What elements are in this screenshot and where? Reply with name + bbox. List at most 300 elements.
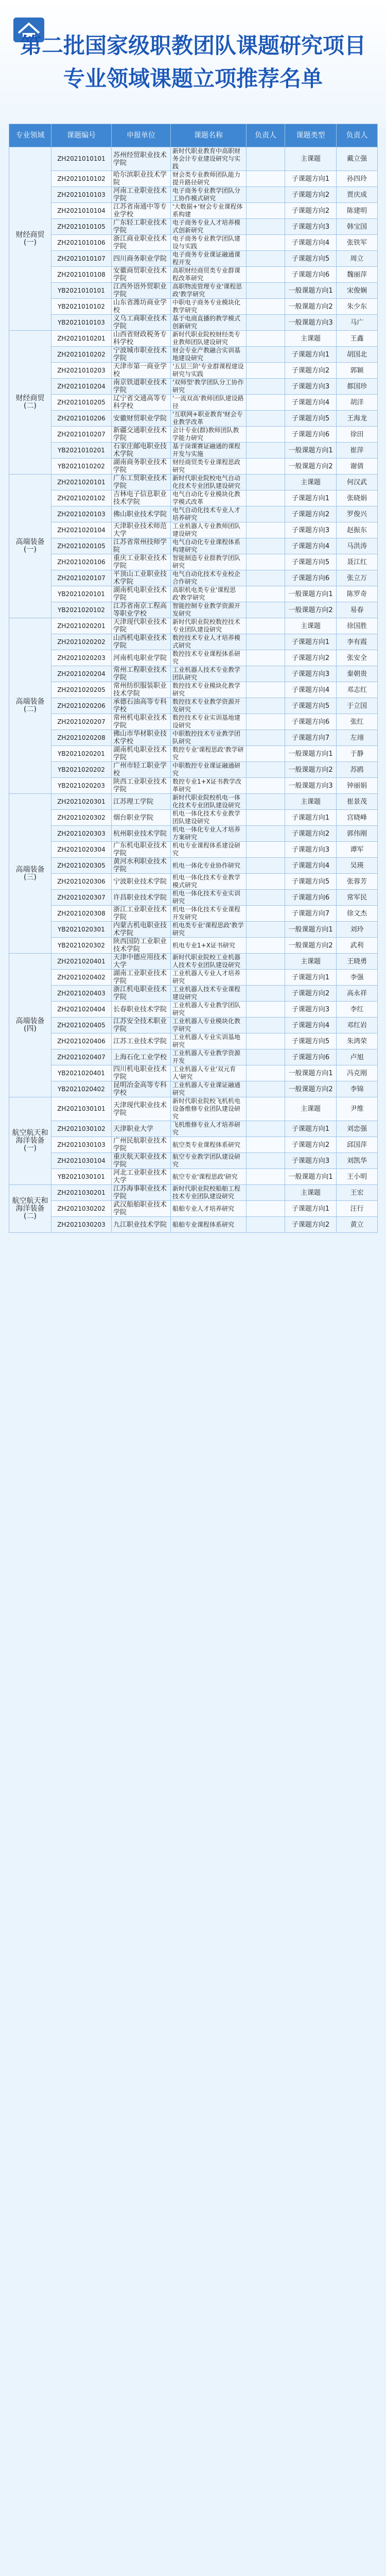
leader-cell	[247, 203, 285, 219]
leader-cell	[247, 459, 285, 474]
type-cell: 一般课题方向1	[285, 1065, 337, 1081]
topic-cell: 工业机器人专业模块化教学研究	[171, 1018, 247, 1033]
topic-cell: 工业机器人专业课证融通研究	[171, 1081, 247, 1097]
code-cell: ZH2021010107	[51, 251, 112, 267]
leader-cell	[247, 1065, 285, 1081]
owner-cell: 崔景茂	[337, 794, 378, 810]
topic-cell: 财会类专业教师团队能力提升路径研究	[171, 171, 247, 187]
owner-cell: 张蓉芳	[337, 874, 378, 890]
code-cell: ZH2021010101	[51, 147, 112, 171]
owner-cell: 黄立	[337, 1217, 378, 1233]
code-cell: ZH2021020301	[51, 794, 112, 810]
topic-cell: 数控技术专业模块化教学研究	[171, 682, 247, 698]
unit-cell: 江西外语外贸职业学院	[112, 283, 171, 299]
unit-cell: 重庆航天职业技术学院	[112, 1153, 171, 1169]
table-row	[9, 586, 378, 602]
topic-cell: 电子商务专业课证融通课程开发	[171, 251, 247, 267]
topic-cell: 电子商务专业教学团队分工协作模式研究	[171, 187, 247, 203]
type-cell: 子课题方向2	[285, 1217, 337, 1233]
code-cell: YB2021020201	[51, 746, 112, 762]
unit-cell: 天津中德应用技术大学	[112, 954, 171, 970]
unit-cell: 常州纺织服装职业技术学院	[112, 682, 171, 698]
table-row	[9, 1217, 378, 1233]
unit-cell: 广州市轻工职业学校	[112, 762, 171, 778]
code-cell: ZH2021020106	[51, 554, 112, 570]
topic-cell: 工业机器人专业教学资源开发	[171, 1049, 247, 1065]
table-row	[9, 810, 378, 826]
owner-cell: 于静	[337, 746, 378, 762]
owner-cell: 易春	[337, 602, 378, 618]
table-row	[9, 506, 378, 522]
owner-cell: 张立万	[337, 570, 378, 586]
unit-cell: 江苏省南京工程高等职业学校	[112, 602, 171, 618]
type-cell: 子课题方向7	[285, 730, 337, 746]
leader-cell	[247, 187, 285, 203]
code-cell: ZH2021020303	[51, 826, 112, 842]
table-row	[9, 203, 378, 219]
type-cell: 子课题方向3	[285, 219, 337, 235]
code-cell: ZH2021020203	[51, 650, 112, 666]
owner-cell: 武利	[337, 938, 378, 954]
unit-cell: 宁波城市职业技术学院	[112, 347, 171, 363]
owner-cell: 陈建明	[337, 203, 378, 219]
table-row	[9, 666, 378, 682]
table-row	[9, 714, 378, 730]
code-cell: YB2021010201	[51, 443, 112, 459]
code-cell: ZH2021020102	[51, 490, 112, 506]
table-row	[9, 474, 378, 490]
code-cell: ZH2021030103	[51, 1137, 112, 1153]
type-cell: 一般课题方向1	[285, 746, 337, 762]
table-row	[9, 379, 378, 395]
unit-cell: 新疆交通职业技术学院	[112, 427, 171, 443]
type-cell: 主课题	[285, 147, 337, 171]
owner-cell: 朱鸿荣	[337, 1033, 378, 1049]
topic-cell: 数控专业'课程思政'教学研究	[171, 746, 247, 762]
code-cell: YB2021020202	[51, 762, 112, 778]
owner-cell: 魏丽萍	[337, 267, 378, 283]
type-cell: 主课题	[285, 794, 337, 810]
code-cell: ZH2021020208	[51, 730, 112, 746]
owner-cell: 李强	[337, 970, 378, 986]
code-cell: YB2021010103	[51, 315, 112, 331]
column-header-code: 课题编号	[51, 124, 112, 147]
topic-cell: 智能控制专业教学资源开发研究	[171, 602, 247, 618]
topic-cell: 中职电子商务专业模块化教学研究	[171, 299, 247, 315]
topic-cell: 数控专业1+X证书教学改革研究	[171, 778, 247, 794]
type-cell: 子课题方向3	[285, 666, 337, 682]
table-row	[9, 842, 378, 858]
code-cell: YB2021030101	[51, 1169, 112, 1185]
leader-cell	[247, 331, 285, 347]
topic-cell: 会计专业(群)教师团队教学能力研究	[171, 427, 247, 443]
code-cell: ZH2021030102	[51, 1121, 112, 1137]
type-cell: 主课题	[285, 954, 337, 970]
table-row	[9, 1137, 378, 1153]
topic-cell: '互联网+职业教育'财会专业教学改革	[171, 411, 247, 427]
owner-cell: 谭军	[337, 842, 378, 858]
owner-cell: 陈罗奇	[337, 586, 378, 602]
type-cell: 主课题	[285, 1185, 337, 1201]
unit-cell: 江苏省南通中等专业学校	[112, 203, 171, 219]
table-row	[9, 1201, 378, 1217]
table-row	[9, 890, 378, 906]
owner-cell: 王晓勇	[337, 954, 378, 970]
unit-cell: 陕西国防工业职业技术学院	[112, 938, 171, 954]
leader-cell	[247, 1185, 285, 1201]
owner-cell: 郭颖	[337, 363, 378, 379]
owner-cell: 罗俊兴	[337, 506, 378, 522]
owner-cell: 冯克刚	[337, 1065, 378, 1081]
owner-cell: 刘忠强	[337, 1121, 378, 1137]
table-row	[9, 1018, 378, 1033]
table-row	[9, 1169, 378, 1185]
table-row	[9, 602, 378, 618]
owner-cell: 马洪涛	[337, 538, 378, 554]
leader-cell	[247, 315, 285, 331]
code-cell: YB2021010102	[51, 299, 112, 315]
unit-cell: 江苏省常州技师学院	[112, 538, 171, 554]
table-row	[9, 826, 378, 842]
page-subtitle: 专业领域课题立项推荐名单	[63, 66, 323, 91]
code-cell: ZH2021030202	[51, 1201, 112, 1217]
code-cell: ZH2021010103	[51, 187, 112, 203]
topic-cell: 工业机器人专业教学团队研究	[171, 1002, 247, 1018]
topic-cell: 新时代职业院校财经类专业教师团队建设研究	[171, 331, 247, 347]
type-cell: 子课题方向2	[285, 986, 337, 1002]
table-row	[9, 235, 378, 251]
owner-cell: 王宏	[337, 1185, 378, 1201]
leader-cell	[247, 1153, 285, 1169]
leader-cell	[247, 283, 285, 299]
unit-cell: 石家庄邮电职业技术学院	[112, 443, 171, 459]
table-row	[9, 954, 378, 970]
code-cell: YB2021020402	[51, 1081, 112, 1097]
recommendation-table	[9, 124, 378, 1233]
code-cell: ZH2021020402	[51, 970, 112, 986]
owner-cell: 王鑫	[337, 331, 378, 347]
leader-cell	[247, 522, 285, 538]
leader-cell	[247, 395, 285, 411]
type-cell: 子课题方向2	[285, 826, 337, 842]
code-cell: ZH2021020105	[51, 538, 112, 554]
table-row	[9, 906, 378, 922]
topic-cell: 机电一体化专业协作研究	[171, 858, 247, 874]
topic-cell: 高职机电类专业'课程思政'教学研究	[171, 586, 247, 602]
type-cell: 一般课题方向3	[285, 315, 337, 331]
column-header-type: 课题类型	[285, 124, 337, 147]
leader-cell	[247, 778, 285, 794]
type-cell: 子课题方向2	[285, 187, 337, 203]
topic-cell: 电子商务专业人才培养模式创新研究	[171, 219, 247, 235]
leader-cell	[247, 1169, 285, 1185]
table-row	[9, 762, 378, 778]
unit-cell: 河南机电职业学院	[112, 650, 171, 666]
leader-cell	[247, 1049, 285, 1065]
code-cell: YB2021020301	[51, 922, 112, 938]
table-row	[9, 315, 378, 331]
owner-cell: 徐田	[337, 427, 378, 443]
leader-cell	[247, 1002, 285, 1018]
owner-cell: 马广	[337, 315, 378, 331]
leader-cell	[247, 746, 285, 762]
unit-cell: 广东轻工职业技术学院	[112, 219, 171, 235]
owner-cell: 郭伟刚	[337, 826, 378, 842]
owner-cell: 徐国胜	[337, 618, 378, 634]
leader-cell	[247, 842, 285, 858]
topic-cell: 航空专业'课程思政'研究	[171, 1169, 247, 1185]
topic-cell: 工业机器人技术专业课程建设研究	[171, 986, 247, 1002]
table-row	[9, 650, 378, 666]
type-cell: 一般课题方向2	[285, 1081, 337, 1097]
leader-cell	[247, 1121, 285, 1137]
type-cell: 子课题方向3	[285, 842, 337, 858]
code-cell: ZH2021020107	[51, 570, 112, 586]
unit-cell: 河北工业职业技术大学	[112, 1169, 171, 1185]
topic-cell: 基于电商直播的教学模式创新研究	[171, 315, 247, 331]
owner-cell: 宋俊娴	[337, 283, 378, 299]
unit-cell: 内蒙古机电职业技术学院	[112, 922, 171, 938]
topic-cell: 工业机器人技术专业教学团队研究	[171, 666, 247, 682]
type-cell: 子课题方向1	[285, 634, 337, 650]
leader-cell	[247, 363, 285, 379]
table-row	[9, 682, 378, 698]
code-cell: ZH2021020403	[51, 986, 112, 1002]
table-row	[9, 347, 378, 363]
leader-cell	[247, 602, 285, 618]
owner-cell: 李有霞	[337, 634, 378, 650]
type-cell: 子课题方向7	[285, 906, 337, 922]
unit-cell: 佛山职业技术学院	[112, 506, 171, 522]
code-cell: ZH2021010207	[51, 427, 112, 443]
unit-cell: 重庆工业职业技术学院	[112, 554, 171, 570]
unit-cell: 承德石油高等专科学校	[112, 698, 171, 714]
unit-cell: 天津现代职业技术学院	[112, 618, 171, 634]
topic-cell: 船舶专业课程体系研究	[171, 1217, 247, 1233]
owner-cell: 卢旭	[337, 1049, 378, 1065]
leader-cell	[247, 411, 285, 427]
owner-cell: 朱少东	[337, 299, 378, 315]
type-cell: 一般课题方向2	[285, 602, 337, 618]
code-cell: YB2021020203	[51, 778, 112, 794]
table-row	[9, 1153, 378, 1169]
type-cell: 子课题方向2	[285, 1137, 337, 1153]
owner-cell: 邱国萍	[337, 1137, 378, 1153]
type-cell: 子课题方向1	[285, 490, 337, 506]
topic-cell: 数控技术专业课程体系研究	[171, 650, 247, 666]
unit-cell: 义乌工商职业技术学院	[112, 315, 171, 331]
unit-cell: 上海石化工业学校	[112, 1049, 171, 1065]
topic-cell: 机电专业1+X证书研究	[171, 938, 247, 954]
unit-cell: 湖南商务职业技术学院	[112, 459, 171, 474]
code-cell: ZH2021010203	[51, 363, 112, 379]
leader-cell	[247, 347, 285, 363]
leader-cell	[247, 299, 285, 315]
leader-cell	[247, 810, 285, 826]
type-cell: 子课题方向6	[285, 427, 337, 443]
unit-cell: 广东工贸职业技术学院	[112, 474, 171, 490]
code-cell: ZH2021010105	[51, 219, 112, 235]
code-cell: ZH2021010201	[51, 331, 112, 347]
owner-cell: 宫晓峰	[337, 810, 378, 826]
code-cell: ZH2021020306	[51, 874, 112, 890]
table-row	[9, 219, 378, 235]
owner-cell: 于立国	[337, 698, 378, 714]
code-cell: ZH2021020307	[51, 890, 112, 906]
type-cell: 主课题	[285, 331, 337, 347]
unit-cell: 四川机电职业技术学院	[112, 1065, 171, 1081]
leader-cell	[247, 1217, 285, 1233]
unit-cell: 浙江工业职业技术学院	[112, 906, 171, 922]
unit-cell: 常州机电职业技术学院	[112, 714, 171, 730]
leader-cell	[247, 554, 285, 570]
table-row	[9, 858, 378, 874]
owner-cell: 邓红岩	[337, 1018, 378, 1033]
leader-cell	[247, 474, 285, 490]
leader-cell	[247, 906, 285, 922]
owner-cell: 张铁军	[337, 235, 378, 251]
table-row	[9, 634, 378, 650]
type-cell: 子课题方向6	[285, 267, 337, 283]
code-cell: ZH2021020407	[51, 1049, 112, 1065]
table-row	[9, 1185, 378, 1201]
code-cell: ZH2021020204	[51, 666, 112, 682]
leader-cell	[247, 682, 285, 698]
leader-cell	[247, 171, 285, 187]
owner-cell: 周立	[337, 251, 378, 267]
code-cell: ZH2021020405	[51, 1018, 112, 1033]
leader-cell	[247, 970, 285, 986]
unit-cell: 昆明冶金高等专科学校	[112, 1081, 171, 1097]
code-cell: ZH2021030104	[51, 1153, 112, 1169]
topic-cell: 高职物流管理专业'课程思政'教学研究	[171, 283, 247, 299]
field-group-cell: 航空航天和海洋装备(一)	[9, 1097, 51, 1185]
table-row	[9, 267, 378, 283]
topic-cell: 电气自动化技术专业人才培养研究	[171, 506, 247, 522]
topic-cell: 数控技术专业教学资源开发研究	[171, 698, 247, 714]
leader-cell	[247, 826, 285, 842]
topic-cell: 中职数控技术专业教学团队研究	[171, 730, 247, 746]
type-cell: 子课题方向3	[285, 1153, 337, 1169]
column-header-topic: 课题名称	[171, 124, 247, 147]
unit-cell: 湖南机电职业技术学院	[112, 586, 171, 602]
unit-cell: 安徽财贸职业学院	[112, 411, 171, 427]
table-row	[9, 331, 378, 347]
table-row	[9, 299, 378, 315]
leader-cell	[247, 1033, 285, 1049]
table-row	[9, 554, 378, 570]
owner-cell: 赵振东	[337, 522, 378, 538]
topic-cell: 机电一体化技术专业实训研究	[171, 890, 247, 906]
leader-cell	[247, 874, 285, 890]
field-group-cell: 航空航天和海洋装备(二)	[9, 1185, 51, 1233]
table-row	[9, 538, 378, 554]
owner-cell: 苏鸥	[337, 762, 378, 778]
unit-cell: 安徽商贸职业技术学院	[112, 267, 171, 283]
topic-cell: 工业机器人专业教师团队建设研究	[171, 522, 247, 538]
page-title: 第二批国家级职教团队课题研究项目	[20, 33, 366, 58]
field-group-cell: 高端装备(二)	[9, 618, 51, 794]
owner-cell: 左翊	[337, 730, 378, 746]
type-cell: 一般课题方向1	[285, 1169, 337, 1185]
code-cell: ZH2021010106	[51, 235, 112, 251]
owner-cell: 李锦	[337, 1081, 378, 1097]
topic-cell: 机电一体化技术专业课程开发研究	[171, 906, 247, 922]
type-cell: 子课题方向6	[285, 1049, 337, 1065]
owner-cell: 钟丽娟	[337, 778, 378, 794]
code-cell: YB2021010101	[51, 283, 112, 299]
unit-cell: 江苏海事职业技术学院	[112, 1185, 171, 1201]
leader-cell	[247, 570, 285, 586]
owner-cell: 孙四玲	[337, 171, 378, 187]
topic-cell: 船舶专业人才培养研究	[171, 1201, 247, 1217]
topic-cell: 新时代职业院校电气自动化技术专业团队建设研究	[171, 474, 247, 490]
topic-cell: 机电专业课程体系建设研究	[171, 842, 247, 858]
column-header-unit: 申报单位	[112, 124, 171, 147]
field-group-cell: 高端装备(三)	[9, 794, 51, 954]
owner-cell: 邓志红	[337, 682, 378, 698]
table-row	[9, 395, 378, 411]
topic-cell: 工业机器人专业实训基地研究	[171, 1033, 247, 1049]
leader-cell	[247, 938, 285, 954]
table-row	[9, 1081, 378, 1097]
owner-cell: 崔萍	[337, 443, 378, 459]
topic-cell: 工业机器人专业人才培养研究	[171, 970, 247, 986]
unit-cell: 烟台职业学院	[112, 810, 171, 826]
code-cell: ZH2021010205	[51, 395, 112, 411]
leader-cell	[247, 443, 285, 459]
table-row	[9, 522, 378, 538]
table-row	[9, 251, 378, 267]
column-header-leader: 负责人	[247, 124, 285, 147]
topic-cell: 电子商务专业教学团队建设与实践	[171, 235, 247, 251]
owner-cell: 秦朝贵	[337, 666, 378, 682]
table-row	[9, 443, 378, 459]
field-group-cell: 财经商贸(二)	[9, 331, 51, 474]
table-row	[9, 938, 378, 954]
table-row	[9, 490, 378, 506]
code-cell: YB2021020101	[51, 586, 112, 602]
table-row	[9, 283, 378, 299]
leader-cell	[247, 147, 285, 171]
type-cell: 一般课题方向2	[285, 762, 337, 778]
code-cell: ZH2021020308	[51, 906, 112, 922]
topic-cell: 机电一体化专业人才培养方案研究	[171, 826, 247, 842]
table-row	[9, 874, 378, 890]
topic-cell: 电气自动化技术专业校企合作研究	[171, 570, 247, 586]
code-cell: YB2021020102	[51, 602, 112, 618]
table-row	[9, 187, 378, 203]
owner-cell: 聂江红	[337, 554, 378, 570]
table-row	[9, 1049, 378, 1065]
owner-cell: 张红	[337, 714, 378, 730]
unit-cell: 山西省财政税务专科学校	[112, 331, 171, 347]
unit-cell: 湖南机电职业技术学院	[112, 746, 171, 762]
topic-cell: 新时代职业院校飞机机电设备维修专业团队建设研究	[171, 1097, 247, 1121]
unit-cell: 辽宁省交通高等专科学校	[112, 395, 171, 411]
unit-cell: 天津市第一商业学校	[112, 363, 171, 379]
type-cell: 子课题方向4	[285, 395, 337, 411]
leader-cell	[247, 427, 285, 443]
leader-cell	[247, 586, 285, 602]
code-cell: ZH2021020202	[51, 634, 112, 650]
table-row	[9, 171, 378, 187]
code-cell: ZH2021020104	[51, 522, 112, 538]
unit-cell: 黄河水利职业技术学院	[112, 858, 171, 874]
type-cell: 一般课题方向2	[285, 938, 337, 954]
unit-cell: 天津职业技术师范大学	[112, 522, 171, 538]
code-cell: ZH2021010204	[51, 379, 112, 395]
